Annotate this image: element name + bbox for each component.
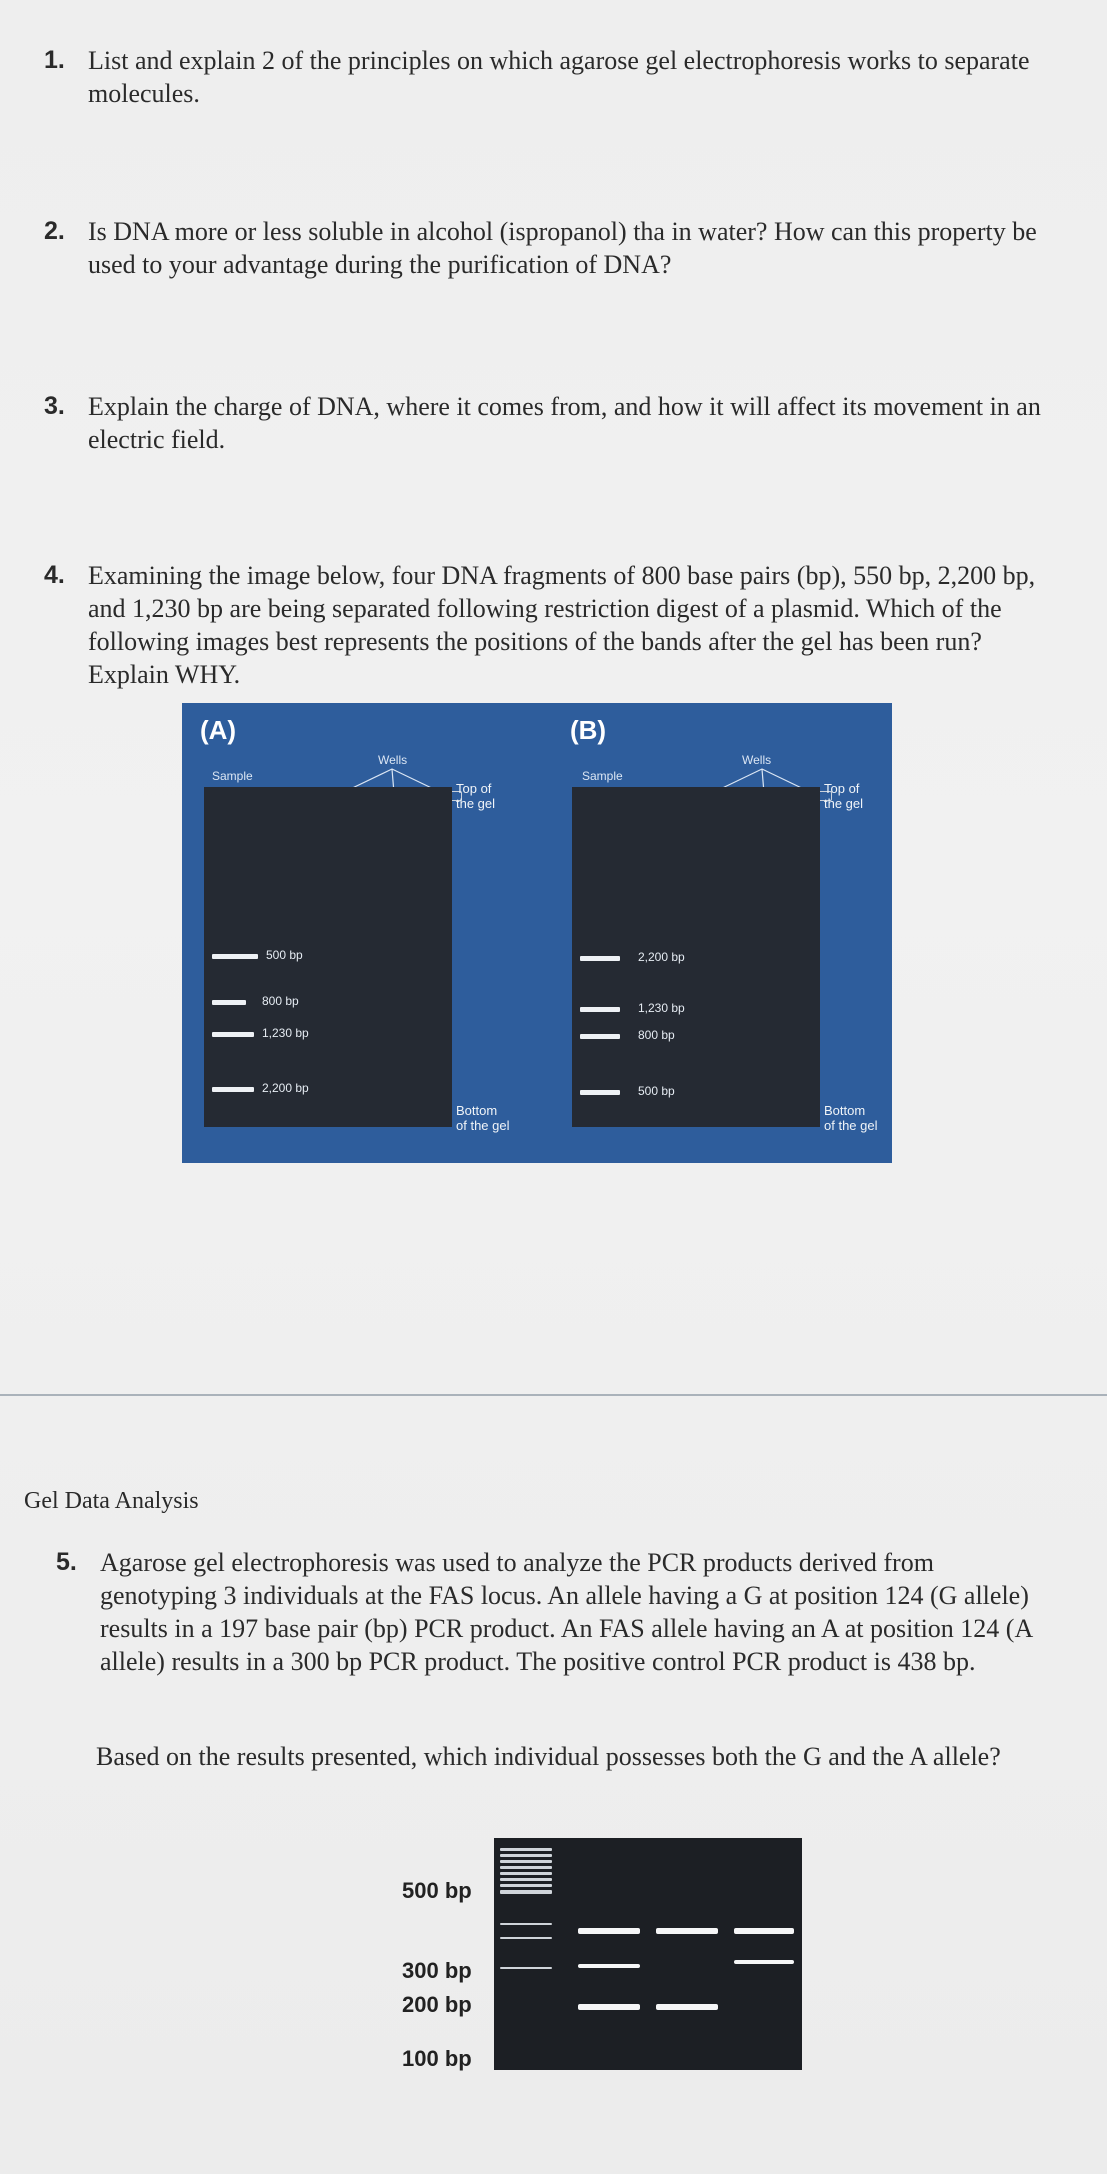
question-5	[56, 1546, 1046, 1678]
question-text: Agarose gel electrophoresis was used to analyze the PCR products derived from genotyping 3 individuals at the FAS locus. An allele having a G at position 124 (G allele) results in a 197 base pair (bp) PCR product. An FAS allele having an A at position 124 (A allele) results in a 300 bp PCR product. The positive control PCR product is 438 bp.	[100, 1548, 1032, 1676]
ladder-label: 500 bp	[402, 1878, 472, 1903]
ladder-band	[500, 1890, 552, 1894]
lane-3-band-438	[734, 1928, 794, 1934]
panel-a-wells-label: Wells	[378, 753, 408, 767]
ladder-band	[500, 1884, 552, 1887]
question-number: 3.	[44, 392, 65, 420]
panel-b-band-1230	[580, 1007, 620, 1012]
ladder-band	[500, 1866, 552, 1869]
question-1	[44, 44, 1064, 110]
gel-comparison-figure	[182, 703, 892, 1163]
panel-a-band-label: 2,200 bp	[262, 1081, 309, 1095]
panel-b-label: (B)	[570, 715, 607, 745]
panel-a-band-2200	[212, 1087, 254, 1092]
panel-a-bottom-label: Bottom of the gel	[456, 1103, 510, 1133]
ladder-label: 100 bp	[402, 2046, 472, 2071]
panel-a-band-800	[212, 1000, 246, 1005]
panel-b-sample-label: Sample	[582, 769, 623, 783]
lane-2-band-438	[656, 1928, 718, 1934]
panel-a-label: (A)	[200, 715, 237, 745]
question-number: 2.	[44, 217, 65, 245]
question-text: Examining the image below, four DNA fragments of 800 base pairs (bp), 550 bp, 2,200 bp, and 1,230 bp are being separated following restriction digest of a plasmid. Which of the following images best represents the positions of the bands after the gel has been run? Explain WHY.	[88, 561, 1036, 689]
panel-a-band-1230	[212, 1032, 254, 1037]
ladder-band	[500, 1872, 552, 1875]
pcr-gel-figure	[402, 1836, 802, 2070]
question-number: 1.	[44, 46, 65, 74]
question-number: 5.	[56, 1548, 77, 1576]
ladder-band	[500, 1967, 552, 1969]
question-text: Is DNA more or less soluble in alcohol (ispropanol) tha in water? How can this property be used to your advantage during the purification of DNA?	[88, 217, 1037, 279]
ladder-band	[500, 1854, 552, 1857]
panel-a-band-label: 800 bp	[262, 994, 299, 1008]
ladder-band	[500, 1848, 552, 1851]
panel-a-band-label: 500 bp	[266, 948, 303, 962]
panel-b-band-label: 500 bp	[638, 1084, 675, 1098]
question-3	[44, 390, 1064, 456]
question-4	[44, 559, 1054, 691]
section-divider	[0, 1394, 1107, 1396]
lane-3-band-300	[734, 1960, 794, 1964]
ladder-label: 200 bp	[402, 1992, 472, 2017]
question-2	[44, 215, 1064, 281]
panel-a-band-label: 1,230 bp	[262, 1026, 309, 1040]
panel-b-top-label: Top of the gel	[824, 781, 864, 811]
panel-b-band-2200	[580, 956, 620, 961]
panel-a-top-label: Top of the gel	[456, 781, 496, 811]
panel-b-band-label: 2,200 bp	[638, 950, 685, 964]
ladder-band	[500, 1878, 552, 1881]
lane-1-band-197	[578, 2004, 640, 2010]
question-text: Explain the charge of DNA, where it comes from, and how it will affect its movement in an electric field.	[88, 392, 1041, 454]
ladder-band	[500, 1860, 552, 1863]
panel-b-band-800	[580, 1034, 620, 1039]
lane-1-band-300	[578, 1964, 640, 1968]
panel-b-bottom-label: Bottom of the gel	[824, 1103, 878, 1133]
panel-a-band-500	[212, 954, 258, 959]
panel-b-band-label: 1,230 bp	[638, 1001, 685, 1015]
section-title: Gel Data Analysis	[24, 1488, 199, 1514]
panel-a-sample-label: Sample	[212, 769, 253, 783]
ladder-band	[500, 1937, 552, 1939]
ladder-band	[500, 1923, 552, 1925]
panel-b-band-label: 800 bp	[638, 1028, 675, 1042]
ladder-label: 300 bp	[402, 1958, 472, 1983]
panel-b-wells-label: Wells	[742, 753, 772, 767]
lane-2-band-197	[656, 2004, 718, 2010]
question-number: 4.	[44, 561, 65, 589]
panel-b-band-500	[580, 1090, 620, 1095]
question-text: List and explain 2 of the principles on which agarose gel electrophoresis works to separate molecules.	[88, 46, 1030, 108]
follow-up-question: Based on the results presented, which individual possesses both the G and the A allele?	[96, 1742, 1001, 1771]
lane-1-band-438	[578, 1928, 640, 1934]
